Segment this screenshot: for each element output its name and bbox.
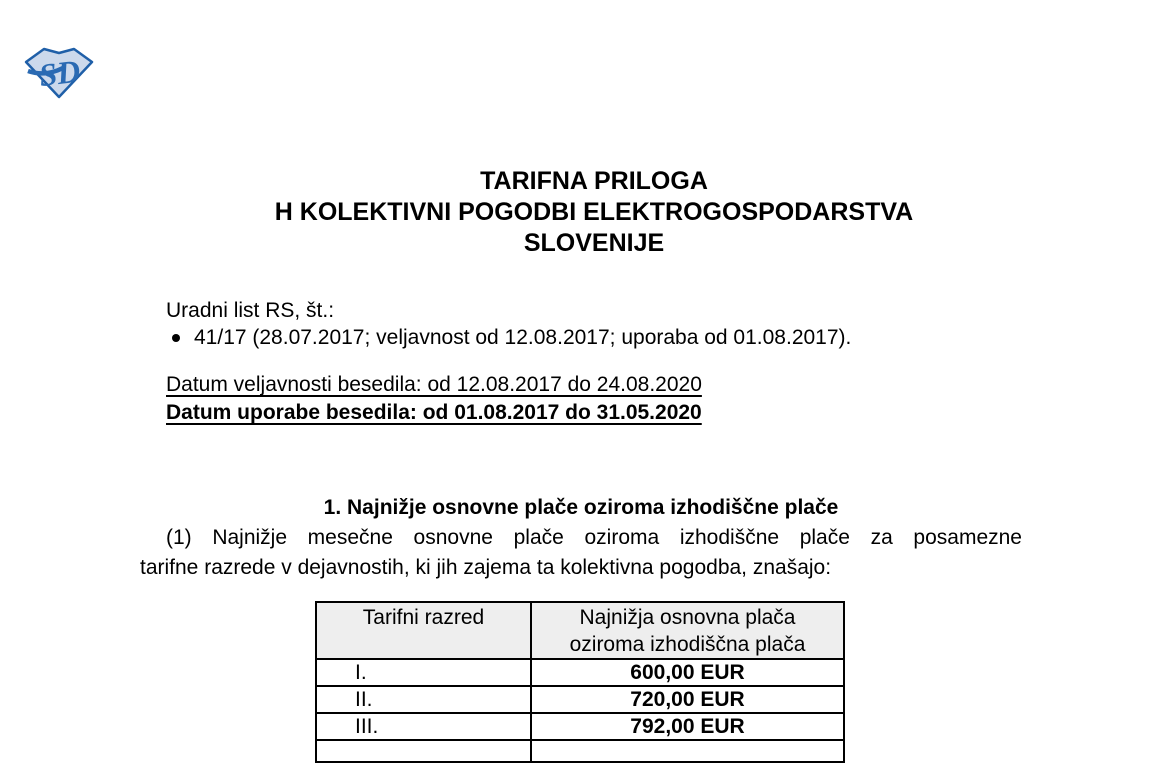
- cell-razred: [316, 740, 531, 762]
- title-line-1: TARIFNA PRILOGA: [480, 167, 708, 195]
- header-line: Najnižja osnovna plača: [579, 606, 796, 629]
- validity-block: [166, 371, 702, 427]
- cell-razred: I.: [316, 659, 531, 686]
- document-title: [140, 166, 1048, 259]
- table-row: [316, 713, 844, 740]
- gazette-label: Uradni list RS, št.:: [166, 299, 335, 322]
- paragraph-line: (1) Najnižje mesečne osnovne plače oziroma izhodiščne plače za posamezne: [166, 526, 1022, 549]
- header-najnizja-placa: [531, 602, 844, 659]
- title-line-3: SLOVENIJE: [523, 229, 665, 257]
- cell-razred: II.: [316, 686, 531, 713]
- validity-date-line: Datum veljavnosti besedila: od 12.08.2017 do 24.08.2020: [166, 373, 702, 396]
- table-row: [316, 659, 844, 686]
- tariff-table: [315, 601, 845, 763]
- gazette-item-text: 41/17 (28.07.2017; veljavnost od 12.08.2017; uporaba od 01.08.2017).: [194, 326, 852, 349]
- section-paragraph: [140, 523, 1022, 583]
- paragraph-line: tarifne razrede v dejavnostih, ki jih zajema ta kolektivna pogodba, znašajo:: [140, 556, 832, 579]
- header-line: oziroma izhodiščna plača: [569, 633, 806, 656]
- bullet-icon: [172, 334, 180, 342]
- gazette-list-item: [172, 324, 851, 351]
- logo-letters: SD: [37, 52, 83, 94]
- section-heading: 1. Najnižje osnovne plače oziroma izhodiščne plače: [323, 496, 839, 519]
- cell-znesek: 792,00 EUR: [531, 713, 844, 740]
- header-tarifni-razred: Tarifni razred: [316, 602, 531, 659]
- cell-razred: III.: [316, 713, 531, 740]
- sd-logo-icon: [21, 46, 97, 100]
- title-line-2: H KOLEKTIVNI POGODBI ELEKTROGOSPODARSTVA: [274, 198, 914, 226]
- table-header-row: [316, 602, 844, 659]
- table-row: [316, 686, 844, 713]
- cell-znesek: 600,00 EUR: [531, 659, 844, 686]
- cell-znesek: [531, 740, 844, 762]
- usage-date-line: Datum uporabe besedila: od 01.08.2017 do 31.05.2020: [166, 401, 702, 424]
- table-row-clipped: [316, 740, 844, 762]
- cell-znesek: 720,00 EUR: [531, 686, 844, 713]
